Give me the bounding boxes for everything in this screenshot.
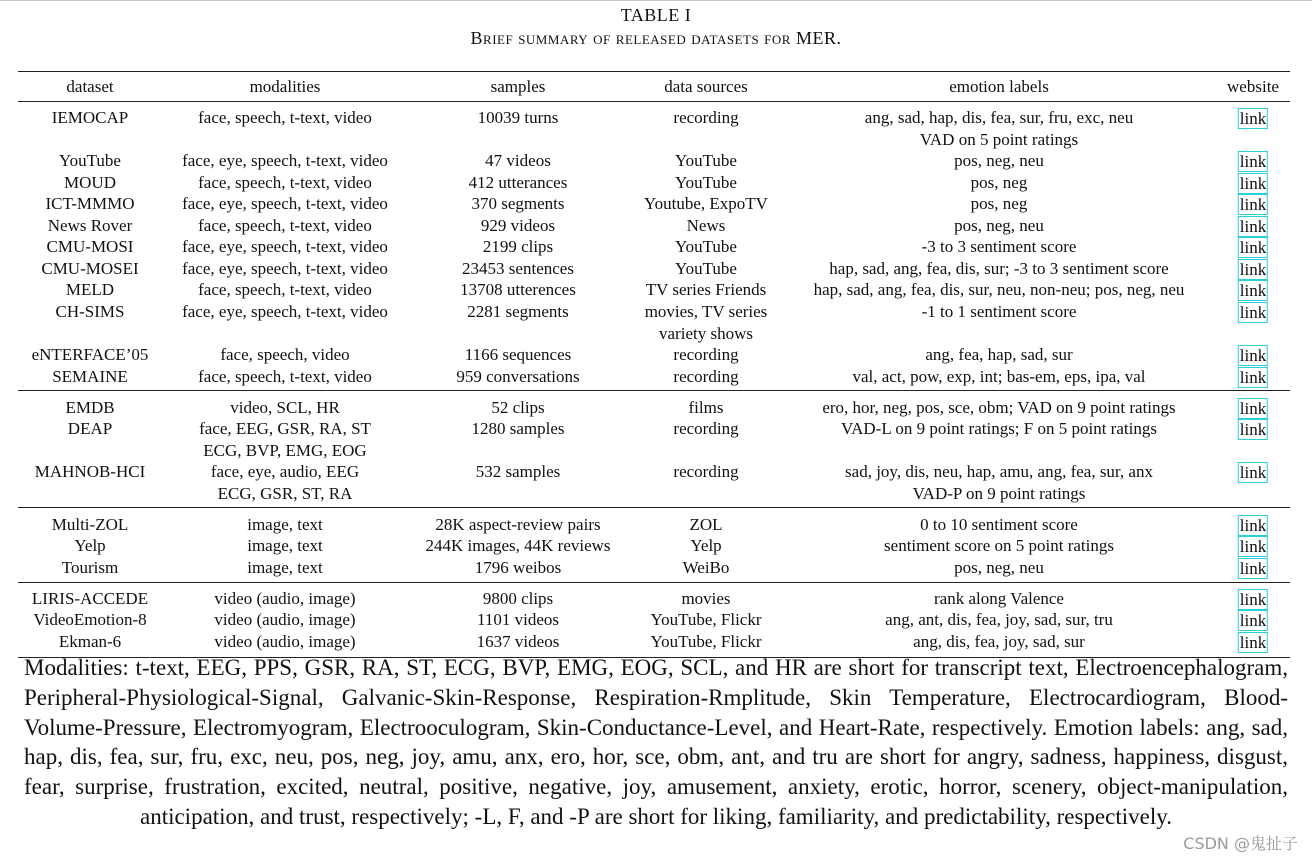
table-number: TABLE I — [620, 5, 692, 25]
group-rule-2 — [18, 507, 1290, 508]
cell-sources: YouTube — [675, 151, 737, 170]
cell-modalities: face, speech, t-text, video — [198, 367, 372, 386]
cell-sources: movies — [681, 589, 731, 608]
cell-modalities: face, eye, speech, t-text, video — [182, 151, 388, 170]
website-link[interactable]: link — [1239, 303, 1267, 322]
cell-samples: 929 videos — [480, 216, 556, 235]
cell-labels: ero, hor, neg, pos, sce, obm; VAD on 9 point ratings — [822, 398, 1176, 417]
cell-modalities: face, eye, speech, t-text, video — [182, 302, 388, 321]
table-footnote: Modalities: t-text, EEG, PPS, GSR, RA, ST, ECG, BVP, EMG, EOG, SCL, and HR are short for transcript text, Electroencephalogram, Peripheral-Physiological-Signal, Galvanic-Skin-Response, Respiration-Rmplitude, Skin Temperature, Electrocardiogram, Blood-Volume-Pressure, Electromyogram, Electrooculogram, Skin-Conductance-Level, and Heart-Rate, respectively. Emotion labels: ang, sad, hap, dis, fea, sur, fru, exc, neu, pos, neg, joy, amu, anx, ero, hor, sce, obm, ant, and tru are short for angry, sadness, happiness, disgust, fear, surprise, frustration, excited, neutral, positive, negative, joy, amusement, anxiety, erotic, horror, scenery, object-manipulation, anticipation, and trust, respectively; -L, F, and -P are short for liking, familiarity, and predictability, respectively. — [24, 655, 1288, 829]
cell-dataset: YouTube — [59, 151, 121, 170]
cell-sources: YouTube — [675, 259, 737, 278]
cell-modalities: ECG, BVP, EMG, EOG — [203, 440, 367, 460]
top-border — [0, 0, 1312, 1]
cell-samples: 47 videos — [485, 151, 551, 170]
website-link[interactable]: link — [1239, 633, 1267, 652]
header-emotion-labels: emotion labels — [949, 77, 1049, 96]
cell-samples: 1280 samples — [471, 419, 565, 438]
cell-dataset: MAHNOB-HCI — [34, 462, 146, 481]
cell-samples: 2199 clips — [482, 237, 554, 256]
cell-samples: 2281 segments — [467, 302, 569, 321]
cell-labels: pos, neg, neu — [954, 151, 1044, 170]
cell-sources: recording — [673, 108, 739, 127]
cell-dataset: Yelp — [74, 536, 106, 555]
website-link[interactable]: link — [1239, 420, 1267, 439]
cell-dataset: VideoEmotion-8 — [33, 610, 147, 629]
group-rule-1 — [18, 390, 1290, 391]
cell-sources: YouTube, Flickr — [650, 632, 762, 651]
cell-labels: VAD-P on 9 point ratings — [912, 483, 1086, 503]
cell-sources: films — [688, 398, 724, 417]
website-link[interactable]: link — [1239, 217, 1267, 236]
cell-sources: ZOL — [689, 515, 723, 534]
website-link[interactable]: link — [1239, 281, 1267, 300]
cell-modalities: video (audio, image) — [214, 589, 356, 608]
cell-sources: News — [686, 216, 726, 235]
cell-sources: YouTube, Flickr — [650, 610, 762, 629]
website-link[interactable]: link — [1239, 537, 1267, 556]
cell-dataset: EMDB — [65, 398, 115, 417]
cell-dataset: CMU-MOSI — [46, 237, 134, 256]
cell-labels: sad, joy, dis, neu, hap, amu, ang, fea, sur, anx — [845, 462, 1153, 481]
cell-modalities: face, speech, t-text, video — [198, 216, 372, 235]
cell-labels: hap, sad, ang, fea, dis, sur; -3 to 3 sentiment score — [829, 259, 1169, 278]
cell-modalities: ECG, GSR, ST, RA — [217, 483, 353, 503]
cell-labels: pos, neg — [970, 173, 1028, 192]
cell-sources: recording — [673, 345, 739, 364]
cell-dataset: IEMOCAP — [51, 108, 129, 127]
cell-modalities: face, speech, t-text, video — [198, 280, 372, 299]
cell-sources: movies, TV series — [644, 302, 768, 321]
cell-labels: -1 to 1 sentiment score — [921, 302, 1077, 321]
watermark: CSDN @鬼扯子 — [1183, 834, 1298, 853]
website-link[interactable]: link — [1239, 152, 1267, 171]
cell-modalities: face, eye, speech, t-text, video — [182, 259, 388, 278]
cell-samples: 1166 sequences — [464, 345, 572, 364]
cell-dataset: SEMAINE — [52, 367, 128, 386]
cell-samples: 370 segments — [471, 194, 565, 213]
header-rule — [18, 101, 1290, 102]
cell-labels: ang, fea, hap, sad, sur — [925, 345, 1073, 364]
cell-modalities: face, eye, speech, t-text, video — [182, 237, 388, 256]
cell-labels: sentiment score on 5 point ratings — [884, 536, 1114, 555]
cell-modalities: face, speech, t-text, video — [198, 108, 372, 127]
website-link[interactable]: link — [1239, 611, 1267, 630]
cell-dataset: LIRIS-ACCEDE — [31, 589, 149, 608]
cell-modalities: image, text — [247, 558, 323, 577]
header-data-sources: data sources — [664, 77, 748, 96]
website-link[interactable]: link — [1239, 399, 1267, 418]
cell-dataset: MOUD — [64, 173, 116, 192]
header-samples: samples — [490, 77, 546, 96]
cell-labels: VAD on 5 point ratings — [919, 129, 1079, 149]
cell-dataset: Tourism — [61, 558, 119, 577]
cell-modalities: face, eye, audio, EEG — [210, 462, 360, 481]
cell-sources: variety shows — [659, 323, 753, 343]
cell-labels: hap, sad, ang, fea, dis, sur, neu, non-neu; pos, neg, neu — [813, 280, 1185, 299]
website-link[interactable]: link — [1239, 368, 1267, 387]
cell-dataset: CH-SIMS — [55, 302, 125, 321]
cell-sources: Youtube, ExpoTV — [644, 194, 768, 213]
cell-samples: 10039 turns — [477, 108, 559, 127]
cell-sources: Yelp — [690, 536, 722, 555]
cell-dataset: DEAP — [67, 419, 113, 438]
website-link[interactable]: link — [1239, 559, 1267, 578]
cell-samples: 28K aspect-review pairs — [435, 515, 601, 534]
cell-modalities: video, SCL, HR — [230, 398, 340, 417]
cell-modalities: video (audio, image) — [214, 632, 356, 651]
cell-modalities: image, text — [247, 515, 323, 534]
website-link[interactable]: link — [1239, 195, 1267, 214]
cell-samples: 1101 videos — [476, 610, 560, 629]
cell-labels: 0 to 10 sentiment score — [920, 515, 1078, 534]
table-top-rule — [18, 71, 1290, 72]
cell-modalities: video (audio, image) — [214, 610, 356, 629]
cell-sources: recording — [673, 367, 739, 386]
cell-modalities: face, speech, t-text, video — [198, 173, 372, 192]
cell-samples: 412 utterances — [468, 173, 568, 192]
cell-modalities: face, eye, speech, t-text, video — [182, 194, 388, 213]
cell-labels: ang, dis, fea, joy, sad, sur — [913, 632, 1085, 651]
cell-samples: 1796 weibos — [474, 558, 562, 577]
cell-labels: val, act, pow, exp, int; bas-em, eps, ipa, val — [852, 367, 1146, 386]
group-rule-3 — [18, 582, 1290, 583]
cell-dataset: Ekman-6 — [58, 632, 122, 651]
cell-labels: pos, neg, neu — [954, 558, 1044, 577]
website-link[interactable]: link — [1239, 516, 1267, 535]
cell-dataset: eNTERFACE’05 — [31, 345, 149, 364]
header-modalities: modalities — [249, 77, 321, 96]
header-website: website — [1227, 77, 1279, 96]
cell-dataset: ICT-MMMO — [45, 194, 135, 213]
website-link[interactable]: link — [1239, 109, 1267, 128]
cell-sources: recording — [673, 419, 739, 438]
website-link[interactable]: link — [1239, 174, 1267, 193]
header-dataset: dataset — [66, 77, 114, 96]
cell-modalities: face, speech, video — [220, 345, 350, 364]
cell-dataset: Multi-ZOL — [51, 515, 129, 534]
cell-samples: 1637 videos — [476, 632, 560, 651]
cell-samples: 23453 sentences — [462, 259, 574, 278]
website-link[interactable]: link — [1239, 346, 1267, 365]
cell-samples: 532 samples — [475, 462, 561, 481]
cell-dataset: News Rover — [47, 216, 133, 235]
cell-samples: 959 conversations — [456, 367, 580, 386]
cell-modalities: image, text — [247, 536, 323, 555]
cell-labels: ang, ant, dis, fea, joy, sad, sur, tru — [885, 610, 1113, 629]
cell-labels: ang, sad, hap, dis, fea, sur, fru, exc, neu — [864, 108, 1134, 127]
cell-sources: TV series Friends — [645, 280, 767, 299]
cell-sources: recording — [673, 462, 739, 481]
cell-samples: 13708 utterences — [460, 280, 576, 299]
cell-labels: rank along Valence — [934, 589, 1064, 608]
cell-modalities: face, EEG, GSR, RA, ST — [199, 419, 371, 438]
website-link[interactable]: link — [1239, 590, 1267, 609]
website-link[interactable]: link — [1239, 238, 1267, 257]
cell-dataset: CMU-MOSEI — [41, 259, 139, 278]
cell-sources: YouTube — [675, 237, 737, 256]
website-link[interactable]: link — [1239, 260, 1267, 279]
website-link[interactable]: link — [1239, 463, 1267, 482]
cell-labels: pos, neg, neu — [954, 216, 1044, 235]
cell-labels: pos, neg — [970, 194, 1028, 213]
cell-sources: WeiBo — [682, 558, 730, 577]
cell-samples: 9800 clips — [482, 589, 554, 608]
cell-labels: -3 to 3 sentiment score — [921, 237, 1077, 256]
cell-dataset: MELD — [65, 280, 115, 299]
cell-sources: YouTube — [675, 173, 737, 192]
cell-labels: VAD-L on 9 point ratings; F on 5 point ratings — [841, 419, 1157, 438]
table-title: Brief summary of released datasets for MER. — [470, 28, 842, 48]
cell-samples: 244K images, 44K reviews — [425, 536, 611, 555]
cell-samples: 52 clips — [491, 398, 545, 417]
